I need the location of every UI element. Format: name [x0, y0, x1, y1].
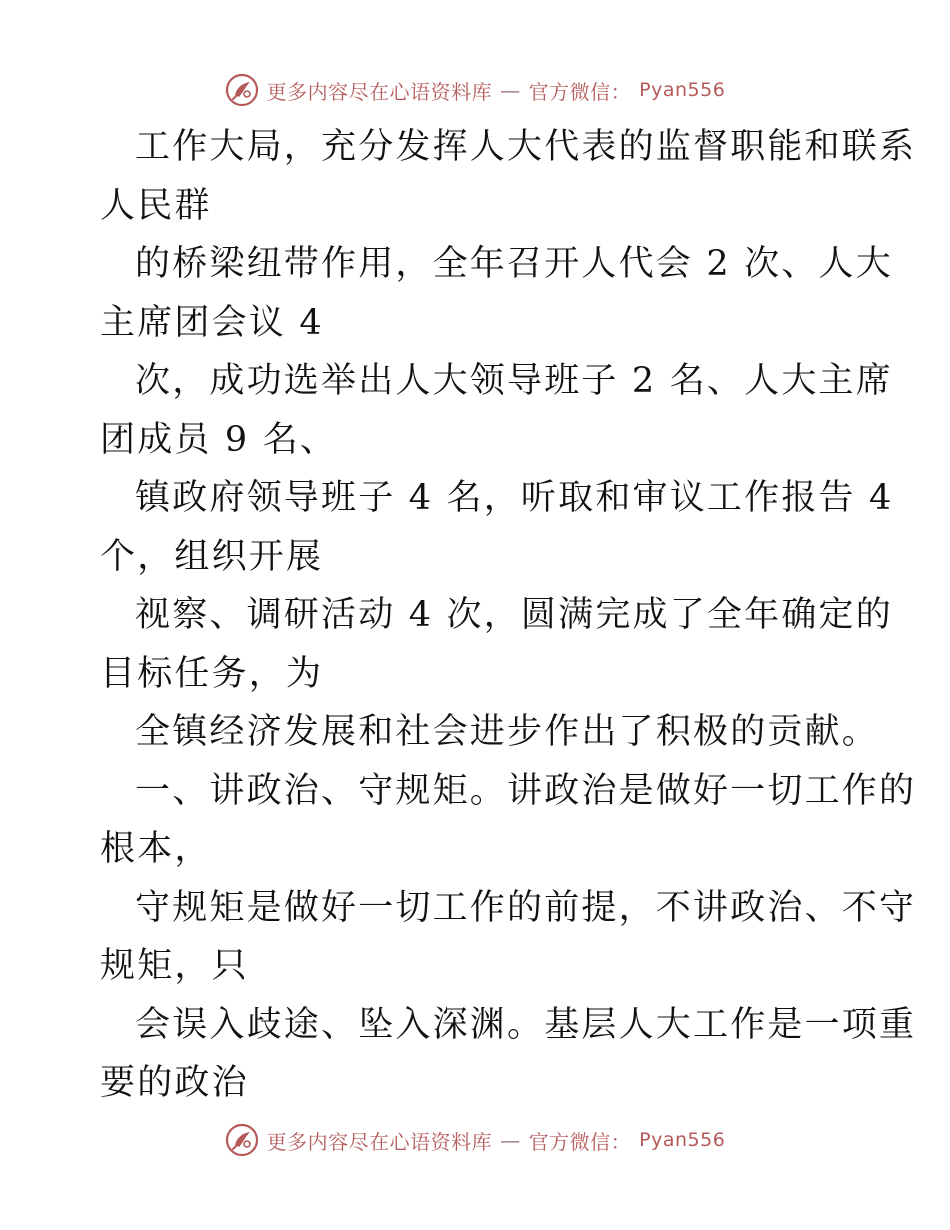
header-watermark: [0, 70, 950, 110]
body-line: 人民群: [100, 185, 212, 226]
watermark-label: 官方微信：: [528, 79, 632, 104]
body-line: 个，组织开展: [100, 536, 324, 577]
watermark-text: 更多内容尽在心语资料库: [266, 79, 493, 104]
watermark-text: 更多内容尽在心语资料库: [266, 1129, 493, 1154]
body-line: 守规矩是做好一切工作的前提，不讲政治、不守: [135, 887, 917, 928]
body-line: 规矩，只: [100, 946, 249, 986]
watermark-wechat-id: Pyan556: [639, 79, 726, 101]
watermark-separator: —: [500, 78, 521, 102]
body-line: 团成员 9 名、: [100, 419, 338, 460]
watermark-label: 官方微信：: [528, 1129, 632, 1154]
body-line: 会误入歧途、坠入深渊。基层人大工作是一项重: [135, 1004, 917, 1045]
body-line: 次，成功选举出人大领导班子 2 名、人大主席: [135, 361, 893, 401]
document-body: [100, 118, 917, 1113]
body-line: 目标任务，为: [100, 653, 324, 694]
body-line: 的桥梁纽带作用，全年召开人代会 2 次、人大: [135, 244, 893, 284]
seal-logo-icon: [225, 1123, 259, 1157]
body-line: 根本，: [100, 829, 212, 869]
body-line: 要的政治: [100, 1063, 249, 1103]
body-line: 全镇经济发展和社会进步作出了积极的贡献。: [135, 712, 880, 752]
body-line: 视察、调研活动 4 次，圆满完成了全年确定的: [135, 595, 893, 635]
seal-logo-icon: [225, 73, 259, 107]
body-line: 工作大局，充分发挥人大代表的监督职能和联系: [135, 127, 917, 167]
watermark-separator: —: [500, 1128, 521, 1152]
body-line: 镇政府领导班子 4 名，听取和审议工作报告 4: [135, 478, 894, 518]
body-line: 一、讲政治、守规矩。讲政治是做好一切工作的: [135, 770, 917, 811]
footer-watermark: [0, 1120, 950, 1160]
body-line: 主席团会议 4: [100, 302, 324, 343]
watermark-wechat-id: Pyan556: [639, 1129, 726, 1151]
